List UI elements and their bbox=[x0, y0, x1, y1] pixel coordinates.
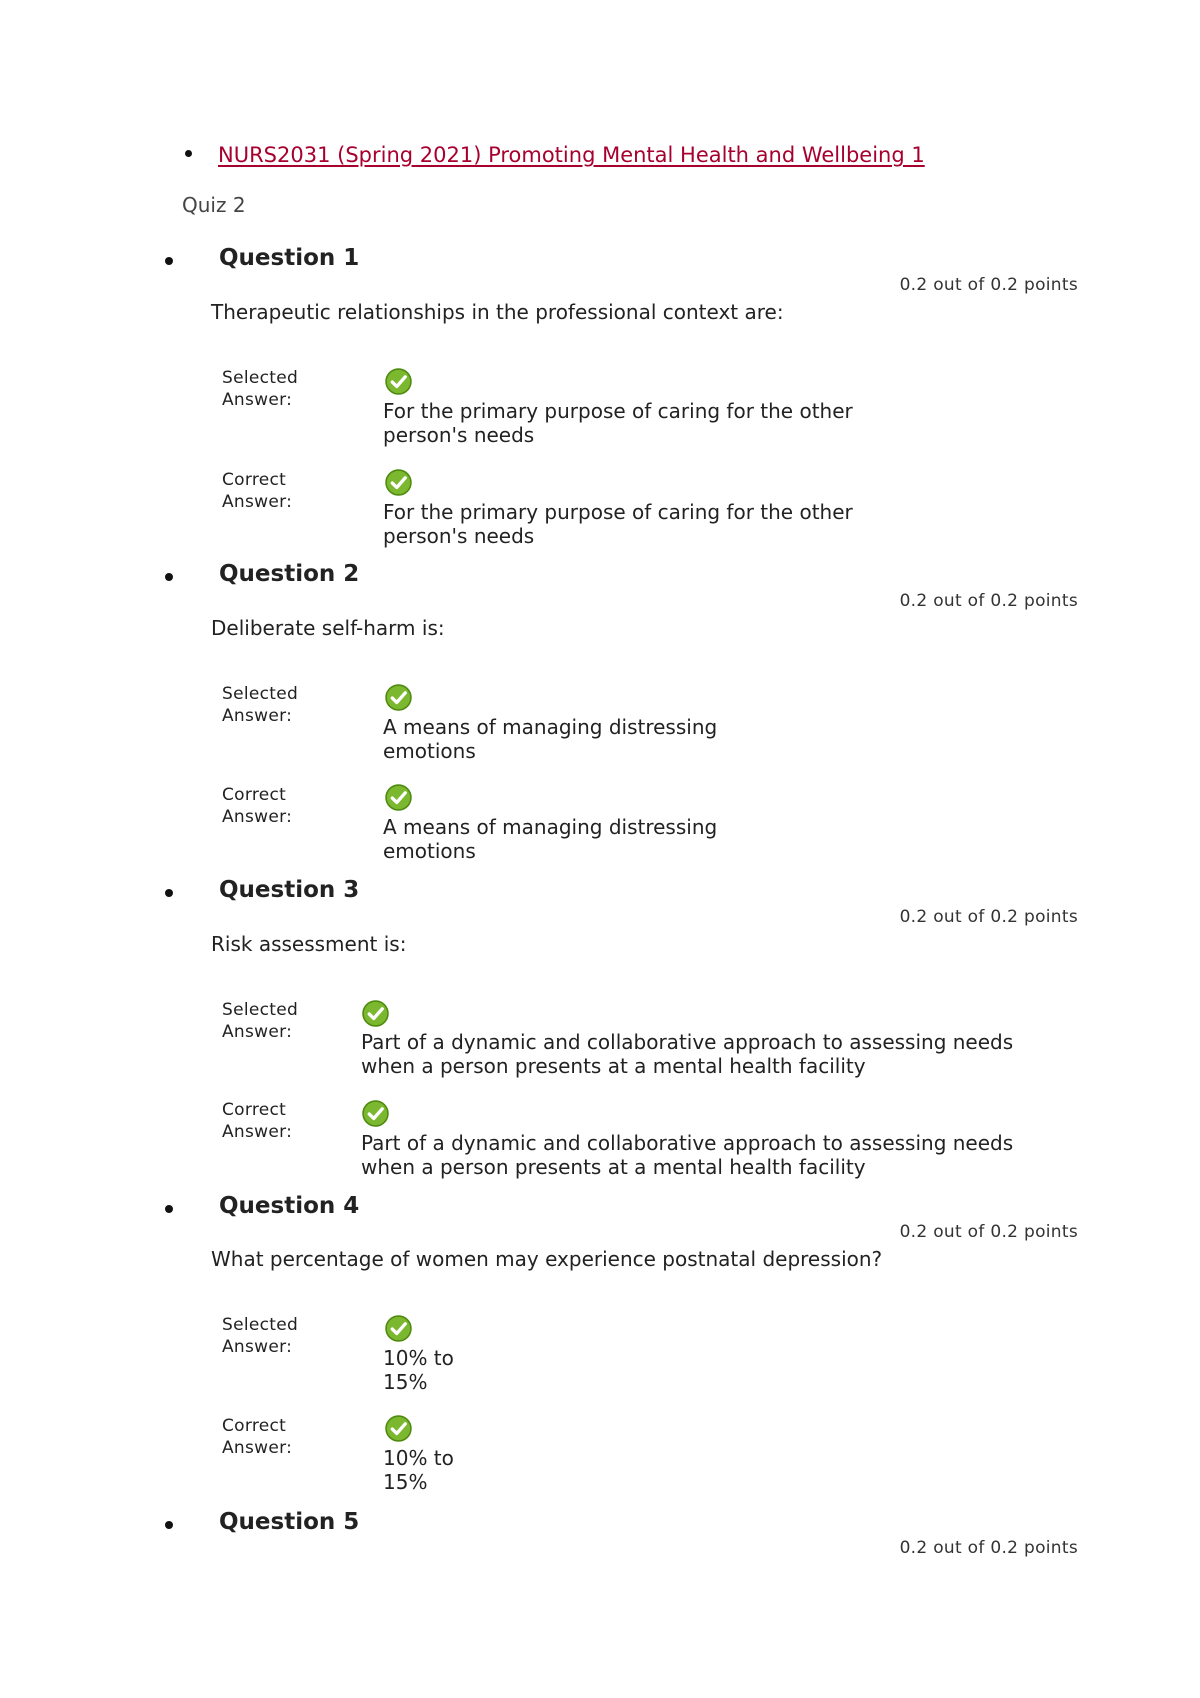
correct-answer-text: 10% to 15% bbox=[383, 1446, 454, 1494]
question-title: Question 3 bbox=[219, 877, 360, 903]
correct-answer-label: Correct Answer: bbox=[222, 1416, 293, 1458]
question-title: Question 4 bbox=[219, 1193, 360, 1219]
correct-answer-label: Correct Answer: bbox=[222, 1100, 293, 1142]
question-bullet bbox=[165, 257, 173, 265]
correct-answer-text: Part of a dynamic and collaborative approach to assessing needs when a person presents at a mental health facility bbox=[361, 1131, 1014, 1179]
question-text: Therapeutic relationships in the professional context are: bbox=[211, 300, 784, 324]
question-points: 0.2 out of 0.2 points bbox=[899, 1538, 1078, 1558]
course-bullet bbox=[185, 150, 192, 157]
question-text: Risk assessment is: bbox=[211, 932, 407, 956]
question-points: 0.2 out of 0.2 points bbox=[899, 907, 1078, 927]
correct-check-icon bbox=[385, 784, 412, 811]
selected-answer-label: Selected Answer: bbox=[222, 368, 299, 410]
question-points: 0.2 out of 0.2 points bbox=[899, 1222, 1078, 1242]
correct-check-icon bbox=[385, 1415, 412, 1442]
correct-answer-label: Correct Answer: bbox=[222, 785, 293, 827]
correct-check-icon bbox=[385, 1315, 412, 1342]
correct-answer-text: A means of managing distressing emotions bbox=[383, 815, 718, 863]
correct-check-icon bbox=[385, 368, 412, 395]
correct-answer-text: For the primary purpose of caring for the other person's needs bbox=[383, 500, 853, 548]
question-bullet bbox=[165, 889, 173, 897]
correct-check-icon bbox=[362, 1000, 389, 1027]
question-points: 0.2 out of 0.2 points bbox=[899, 591, 1078, 611]
selected-answer-text: For the primary purpose of caring for the other person's needs bbox=[383, 399, 853, 447]
correct-check-icon bbox=[385, 469, 412, 496]
question-title: Question 5 bbox=[219, 1509, 360, 1535]
selected-answer-text: A means of managing distressing emotions bbox=[383, 715, 718, 763]
question-title: Question 2 bbox=[219, 561, 360, 587]
question-text: Deliberate self-harm is: bbox=[211, 616, 445, 640]
selected-answer-label: Selected Answer: bbox=[222, 1000, 299, 1042]
quiz-title: Quiz 2 bbox=[182, 193, 246, 217]
question-bullet bbox=[165, 1205, 173, 1213]
selected-answer-label: Selected Answer: bbox=[222, 684, 299, 726]
question-bullet bbox=[165, 573, 173, 581]
question-text: What percentage of women may experience postnatal depression? bbox=[211, 1247, 883, 1271]
selected-answer-label: Selected Answer: bbox=[222, 1315, 299, 1357]
correct-answer-label: Correct Answer: bbox=[222, 470, 293, 512]
correct-check-icon bbox=[362, 1100, 389, 1127]
course-link[interactable]: NURS2031 (Spring 2021) Promoting Mental Health and Wellbeing 1 bbox=[218, 143, 925, 167]
selected-answer-text: Part of a dynamic and collaborative approach to assessing needs when a person presents at a mental health facility bbox=[361, 1030, 1014, 1078]
selected-answer-text: 10% to 15% bbox=[383, 1346, 454, 1394]
question-title: Question 1 bbox=[219, 245, 360, 271]
correct-check-icon bbox=[385, 684, 412, 711]
question-points: 0.2 out of 0.2 points bbox=[899, 275, 1078, 295]
question-bullet bbox=[165, 1521, 173, 1529]
